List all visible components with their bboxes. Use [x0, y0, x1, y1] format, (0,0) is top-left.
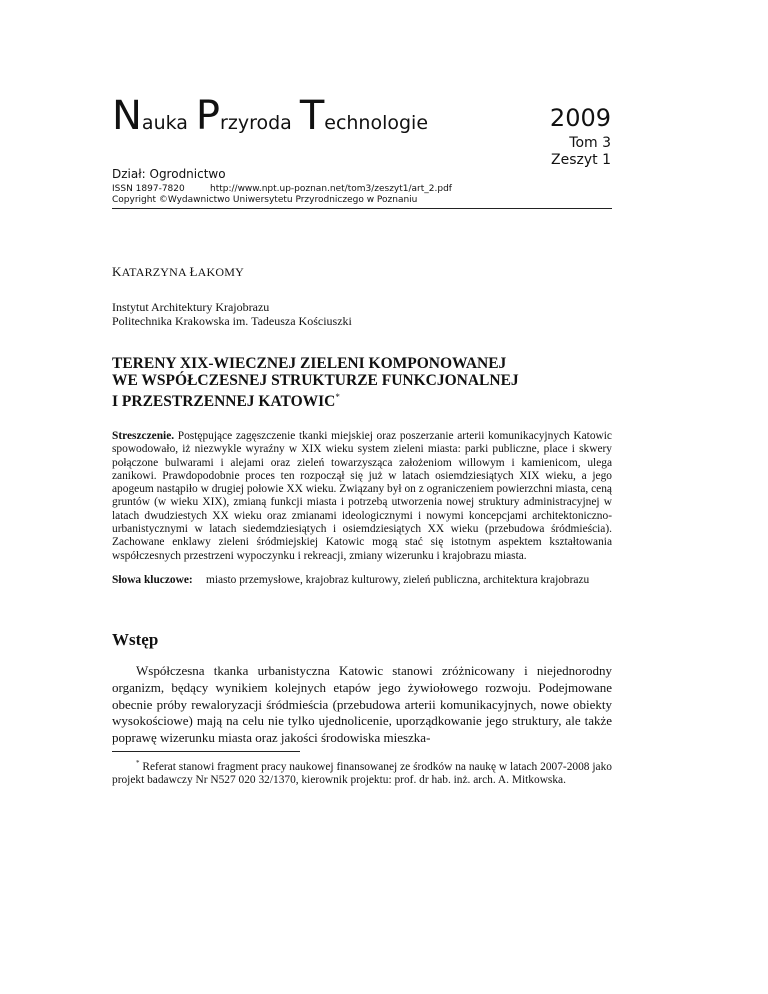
title-line-1: TERENY XIX-WIECZNEJ ZIELENI KOMPONOWANEJ: [112, 355, 507, 372]
issue-number: Zeszyt 1: [551, 152, 611, 168]
issue-volume: Tom 3: [569, 135, 611, 151]
abstract-label: Streszczenie.: [112, 430, 175, 442]
journal-initial-t: T: [299, 93, 325, 139]
footnote-text: Referat stanowi fragment pracy naukowej finansowanej ze środków na naukę w latach 2007-2008 jako projekt badawczy Nr N527 020 32/1370, kierownik projektu: prof. dr hab. inż. arch. A. Mitkowska.: [112, 760, 612, 787]
footnote: [112, 757, 612, 787]
issue-year: 2009: [549, 104, 611, 132]
keywords: [112, 574, 612, 587]
journal-initial-p: P: [195, 93, 221, 139]
journal-word-nauka: auka: [141, 112, 188, 134]
article-title: [112, 355, 612, 410]
section-department: Dział: Ogrodnictwo: [112, 167, 226, 181]
title-footnote-mark: *: [335, 392, 340, 402]
abstract: [112, 430, 612, 563]
footnote-mark: *: [136, 759, 140, 767]
affiliation-university: Politechnika Krakowska im. Tadeusza Kościuszki: [112, 314, 352, 328]
journal-initial-n: N: [112, 93, 142, 139]
issn: ISSN 1897-7820: [112, 184, 185, 194]
intro-paragraph: Współczesna tkanka urbanistyczna Katowic stanowi zróżnicowany i niejednorodny organizm, będący wynikiem kolejnych etapów jego żywiołowego rozwoju. Podejmowane obecnie próby rewaloryzacji śródmieścia (przebudowa arterii komunikacyjnych, nowe obiekty wysokościowe) mają na celu nie tylko ujednolicenie, uporządkowanie jego struktury, ale także poprawę wizerunku miasta oraz jakości środowiska mieszka-: [112, 663, 612, 746]
keywords-label: Słowa kluczowe:: [112, 574, 193, 586]
issn-row: [112, 184, 452, 194]
journal-word-technologie: echnologie: [324, 112, 429, 134]
affiliation-institute: Instytut Architektury Krajobrazu: [112, 300, 270, 314]
section-heading: Wstęp: [112, 630, 159, 649]
article-url[interactable]: http://www.npt.up-poznan.net/tom3/zeszyt1/art_2.pdf: [210, 184, 452, 194]
journal-title: [112, 93, 436, 139]
abstract-text: Postępujące zagęszczenie tkanki miejskiej oraz poszerzanie arterii komunikacyjnych Katowic spowodowało, iż niezwykle wyraźny w XIX wieku system zieleni miasta: parki publiczne, place i skwery połączone bulwarami i alejami oraz zieleń towarzysząca założeniom willowym i kamienicom, ulega zanikowi. Prawdopodobnie proces ten rozpoczął się już w latach osiemdziesiątych XIX wieku, a jego apogeum nastąpiło w drugiej połowie XX wieku. Związany był on z ograniczeniem powierzchni miasta, ceną gruntów (w wieku XIX), zmianą funkcji miasta i potrzebą utworzenia nowej struktury administracyjnej w latach dwudziestych XX wieku oraz zmianami ideologicznymi i nowymi koncepcjami architektoniczno-urbanistycznymi w latach siedemdziesiątych i osiemdziesiątych XX wieku (przebudowa śródmieścia). Zachowane enklawy zieleni śródmiejskiej Katowic mogą stać się istotnym aspektem kształtowania współczesnych przestrzeni wypoczynku i rekreacji, zmiany wizerunku i krajobrazu miasta.: [112, 430, 612, 562]
title-line-3: I PRZESTRZENNEJ KATOWIC*: [112, 392, 340, 411]
footnote-divider: [112, 751, 300, 752]
keywords-text: miasto przemysłowe, krajobraz kulturowy, zieleń publiczna, architektura krajobrazu: [206, 574, 590, 586]
author-name: KATARZYNA ŁAKOMY: [112, 264, 244, 279]
copyright: Copyright ©Wydawnictwo Uniwersytetu Przyrodniczego w Poznaniu: [112, 195, 418, 205]
header-divider: [112, 208, 612, 209]
title-line-2: WE WSPÓŁCZESNEJ STRUKTURZE FUNKCJONALNEJ: [112, 372, 519, 389]
journal-word-przyroda: rzyroda: [220, 112, 292, 134]
